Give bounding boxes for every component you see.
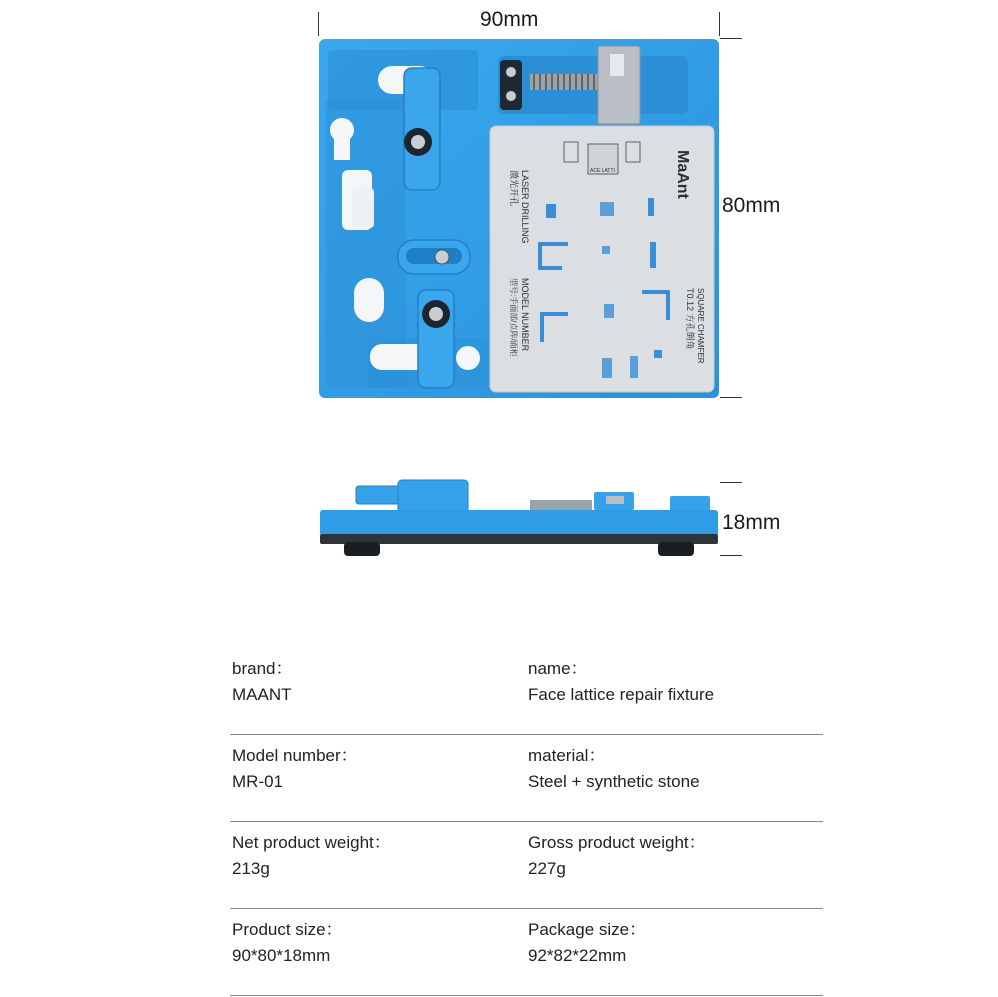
spec-value-material: Steel + synthetic stone xyxy=(528,772,700,791)
side-clamp-tower xyxy=(398,480,468,514)
stencil-chamfer-spec: T0.12 方孔倒角 xyxy=(685,288,695,350)
side-dark-base xyxy=(320,534,718,544)
spec-label-material: material： xyxy=(528,746,606,765)
spec-row xyxy=(230,822,823,909)
clamp-knob-top-cap xyxy=(411,135,425,149)
stencil-model-number: MODEL NUMBER xyxy=(520,278,530,352)
side-blue-body xyxy=(320,510,718,536)
width-tick-right xyxy=(719,12,720,36)
height-tick-bottom xyxy=(720,397,742,398)
spec-value-name: Face lattice repair fixture xyxy=(528,685,715,704)
spec-row xyxy=(230,648,823,735)
fixture-top-view xyxy=(318,38,720,400)
spring-screw-1 xyxy=(506,67,516,77)
width-tick-left xyxy=(318,12,319,36)
thickness-tick-top xyxy=(720,482,742,483)
spec-label-gross-weight: Gross product weight： xyxy=(528,833,706,852)
spec-value-product-size: 90*80*18mm xyxy=(232,946,331,965)
spec-label-model-number: Model number： xyxy=(232,746,358,765)
side-spring xyxy=(530,500,592,510)
spring-clamp-notch xyxy=(610,54,624,76)
clamp-slot-middle xyxy=(406,248,462,264)
spec-row xyxy=(230,909,823,996)
stencil-model-number-cn: 型号:手面部/点阵/面柜 xyxy=(509,278,518,357)
side-foot-left xyxy=(344,542,380,556)
stencil-face-lattice: ACE LATTI xyxy=(590,168,615,174)
spec-value-brand: MAANT xyxy=(232,685,292,704)
thickness-tick-bottom xyxy=(720,555,742,556)
spring-screw-2 xyxy=(506,91,516,101)
cutout-oval-lower xyxy=(354,278,384,322)
spec-label-product-size: Product size： xyxy=(232,920,343,939)
spec-value-gross-weight: 227g xyxy=(528,859,566,878)
spec-label-name: name： xyxy=(528,659,588,678)
height-dimension-label: 80mm xyxy=(722,194,781,217)
width-dimension-label: 90mm xyxy=(480,8,539,31)
clamp-screw-middle xyxy=(435,250,449,264)
side-steel-tab xyxy=(606,496,624,504)
stencil-square-chamfer: SQUARE CHAMFER xyxy=(696,288,705,364)
stencil-laser-drilling: LASER DRILLING xyxy=(520,170,530,244)
cutout-rect-small xyxy=(352,188,374,228)
side-clamp-lever xyxy=(356,486,404,504)
specs-table xyxy=(230,648,823,996)
thickness-dimension-label: 18mm xyxy=(722,511,781,534)
spec-value-net-weight: 213g xyxy=(232,859,270,878)
cutout-circle xyxy=(456,346,480,370)
spec-label-package-size: Package size： xyxy=(528,920,647,939)
fixture-side-view xyxy=(318,476,720,562)
height-tick-top xyxy=(720,38,742,39)
clamp-knob-lower-cap xyxy=(429,307,443,321)
spec-row xyxy=(230,735,823,822)
spec-value-model-number: MR-01 xyxy=(232,772,284,791)
stencil-laser-drilling-cn: 激光开孔 xyxy=(509,170,519,207)
cutout-keyhole-stem xyxy=(334,130,350,160)
spec-label-brand: brand： xyxy=(232,659,293,678)
side-foot-right xyxy=(658,542,694,556)
stencil-brand-mark: MaAnt xyxy=(674,150,691,199)
spec-value-package-size: 92*82*22mm xyxy=(528,946,627,965)
spec-label-net-weight: Net product weight： xyxy=(232,833,391,852)
